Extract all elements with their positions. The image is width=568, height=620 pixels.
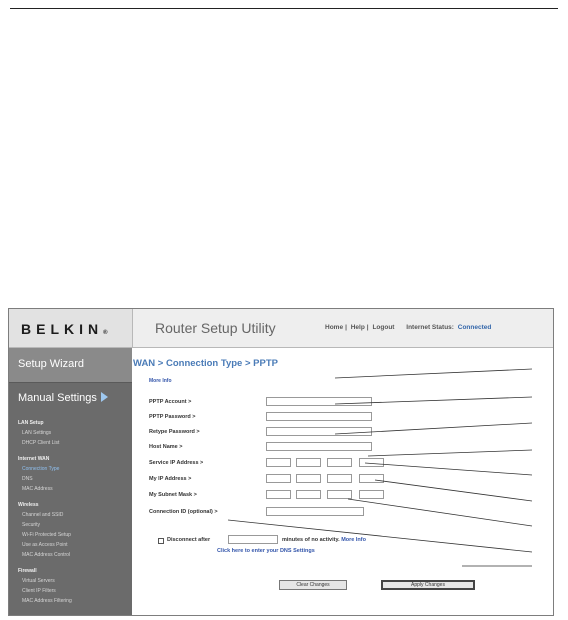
dns-settings-link[interactable]: Click here to enter your DNS Settings: [217, 548, 315, 554]
sidebar-nav: [18, 418, 128, 606]
page-top-rule: [10, 8, 558, 9]
my-ip-octet-2[interactable]: [296, 474, 321, 483]
sidebar-item-wps[interactable]: Wi-Fi Protected Setup: [22, 532, 71, 538]
manual-settings-link[interactable]: Manual Settings: [18, 392, 108, 404]
breadcrumb: WAN > Connection Type > PPTP: [133, 358, 278, 369]
disconnect-checkbox[interactable]: [158, 538, 164, 544]
internet-status-value: Connected: [457, 324, 492, 331]
connection-id-label: Connection ID (optional) >: [149, 509, 218, 515]
service-ip-octet-4[interactable]: [359, 458, 384, 467]
host-name-label: Host Name >: [149, 444, 183, 450]
subnet-mask-octet-3[interactable]: [327, 490, 352, 499]
nav-section-lan: LAN Setup: [18, 420, 44, 426]
retype-password-input[interactable]: [266, 427, 372, 436]
pptp-account-input[interactable]: [266, 397, 372, 406]
retype-password-label: Retype Password >: [149, 429, 200, 435]
my-ip-octet-3[interactable]: [327, 474, 352, 483]
nav-section-internet-wan: Internet WAN: [18, 456, 50, 462]
pptp-account-label: PPTP Account >: [149, 399, 192, 405]
sidebar-item-dns[interactable]: DNS: [22, 476, 33, 482]
subnet-mask-octet-2[interactable]: [296, 490, 321, 499]
help-link[interactable]: Help: [350, 324, 365, 331]
header-links: Home | Help | Logout Internet Status: Connected: [325, 324, 492, 331]
host-name-input[interactable]: [266, 442, 372, 451]
service-ip-octet-1[interactable]: [266, 458, 291, 467]
logo-area: [9, 309, 133, 348]
play-arrow-icon: [101, 392, 108, 402]
disconnect-more-info-link[interactable]: More Info: [341, 537, 366, 543]
pptp-password-label: PPTP Password >: [149, 414, 196, 420]
more-info-link[interactable]: More Info: [149, 378, 172, 384]
browser-frame: [8, 308, 554, 616]
app-title: Router Setup Utility: [155, 320, 276, 336]
logout-link[interactable]: Logout: [372, 324, 395, 331]
internet-status-label: Internet Status:: [406, 324, 454, 331]
sidebar-item-client-ip-filters[interactable]: Client IP Filters: [22, 588, 56, 594]
disconnect-label: Disconnect after: [167, 537, 211, 543]
apply-changes-button[interactable]: Apply Changes: [381, 580, 475, 590]
my-ip-octet-1[interactable]: [266, 474, 291, 483]
idle-suffix-text: minutes of no activity.: [282, 537, 340, 543]
sidebar-item-mac-filtering[interactable]: MAC Address Filtering: [22, 598, 72, 604]
connection-id-input[interactable]: [266, 507, 364, 516]
main-panel: [133, 348, 553, 615]
subnet-mask-label: My Subnet Mask >: [149, 492, 197, 498]
sidebar-item-channel-ssid[interactable]: Channel and SSID: [22, 512, 64, 518]
service-ip-label: Service IP Address >: [149, 460, 204, 466]
router-screenshot: [0, 300, 568, 620]
idle-suffix: [282, 537, 366, 543]
sidebar-item-virtual-servers[interactable]: Virtual Servers: [22, 578, 55, 584]
header-bar: [133, 309, 553, 348]
sidebar-item-access-point[interactable]: Use as Access Point: [22, 542, 68, 548]
sidebar-item-mac-control[interactable]: MAC Address Control: [22, 552, 71, 558]
sidebar-item-connection-type[interactable]: Connection Type: [22, 466, 60, 472]
subnet-mask-octet-4[interactable]: [359, 490, 384, 499]
setup-wizard-button[interactable]: Setup Wizard: [9, 348, 132, 383]
subnet-mask-octet-1[interactable]: [266, 490, 291, 499]
sidebar-item-dhcp-client-list[interactable]: DHCP Client List: [22, 440, 60, 446]
clear-changes-button[interactable]: Clear Changes: [279, 580, 347, 590]
home-link[interactable]: Home: [325, 324, 344, 331]
sidebar-item-mac-address[interactable]: MAC Address: [22, 486, 53, 492]
belkin-logo: BELKIN®: [21, 321, 108, 337]
service-ip-octet-3[interactable]: [327, 458, 352, 467]
nav-section-wireless: Wireless: [18, 502, 39, 508]
my-ip-octet-4[interactable]: [359, 474, 384, 483]
nav-section-firewall: Firewall: [18, 568, 37, 574]
idle-minutes-input[interactable]: [228, 535, 278, 544]
pptp-password-input[interactable]: [266, 412, 372, 421]
sidebar-item-security[interactable]: Security: [22, 522, 41, 528]
service-ip-octet-2[interactable]: [296, 458, 321, 467]
sidebar: [9, 348, 132, 615]
my-ip-label: My IP Address >: [149, 476, 192, 482]
sidebar-item-lan-settings[interactable]: LAN Settings: [22, 430, 52, 436]
